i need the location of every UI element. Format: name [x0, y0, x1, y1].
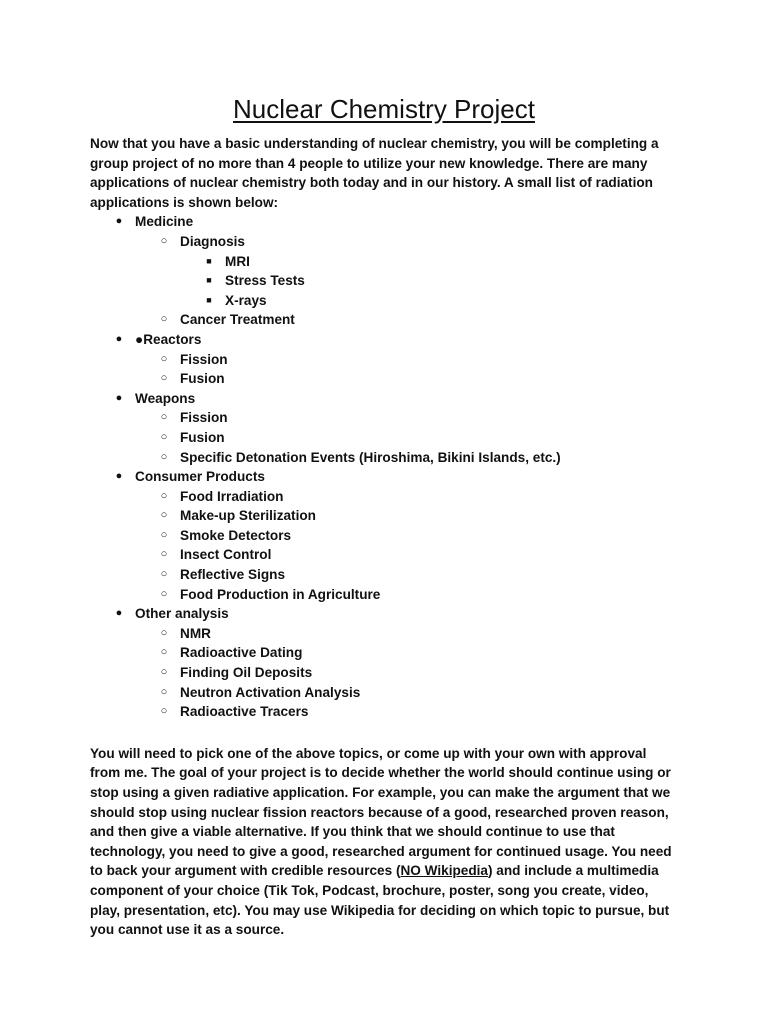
sub-list-item-label: Reflective Signs	[180, 567, 286, 583]
sub-list-item	[135, 663, 678, 683]
sub-list-item	[135, 448, 678, 468]
sub-list	[135, 232, 678, 330]
sub-sub-list	[180, 252, 678, 311]
sub-list-item	[135, 624, 678, 644]
sub-list-item	[135, 585, 678, 605]
sub-list-item-label: Fusion	[180, 429, 225, 445]
circle-bullet-icon: ○	[160, 234, 168, 247]
circle-bullet-icon: ○	[160, 646, 168, 659]
instructions-text-part1: You will need to pick one of the above topics, or come up with your own with approval from me. The goal of your project is to decide whether the world should continue using or stop using a given radiative application. For example, you can make the argument that we should stop using nuclear fission reactors because of a good, researched proven reason, and then give a viable alternative. If you think that we should continue to use that technology, you need to give a good, researched argument for continued usage. You need to back your argument with credible resources (	[90, 745, 672, 879]
circle-bullet-icon: ○	[160, 528, 168, 541]
sub-list-item-label: Food Irradiation	[180, 488, 284, 504]
sub-sub-list-item-label: X-rays	[225, 292, 267, 308]
circle-bullet-icon: ○	[160, 489, 168, 502]
circle-bullet-icon: ○	[160, 509, 168, 522]
sub-list-item-label: Smoke Detectors	[180, 527, 292, 543]
sub-list-item	[135, 428, 678, 448]
sub-list-item-label: Specific Detonation Events (Hiroshima, Bikini Islands, etc.)	[180, 449, 561, 465]
list-item	[90, 389, 678, 467]
bullet-icon: ●	[115, 607, 123, 620]
sub-list-item	[135, 526, 678, 546]
sub-list-item-label: Fusion	[180, 371, 225, 387]
sub-sub-list-item	[180, 252, 678, 272]
list-item-label: Other analysis	[135, 606, 229, 622]
sub-list-item	[135, 643, 678, 663]
sub-list-item-label: Diagnosis	[180, 233, 245, 249]
list-item	[90, 604, 678, 722]
list-item	[90, 330, 678, 389]
instructions-paragraph	[90, 744, 678, 940]
sub-list-item	[135, 565, 678, 585]
intro-paragraph: Now that you have a basic understanding of nuclear chemistry, you will be completing a group project of no more than 4 people to utilize your new knowledge. There are many applications of nuclear chemistry both today and in our history. A small list of radiation applications is shown below:	[90, 136, 659, 210]
circle-bullet-icon: ○	[160, 685, 168, 698]
square-bullet-icon: ■	[206, 255, 212, 266]
sub-list-item	[135, 683, 678, 703]
bullet-icon: ●	[115, 391, 123, 404]
sub-list-item	[135, 350, 678, 370]
circle-bullet-icon: ○	[160, 313, 168, 326]
square-bullet-icon: ■	[206, 294, 212, 305]
sub-list-item-label: Finding Oil Deposits	[180, 665, 313, 681]
circle-bullet-icon: ○	[160, 450, 168, 463]
circle-bullet-icon: ○	[160, 548, 168, 561]
sub-sub-list-item	[180, 291, 678, 311]
sub-list-item-label: Fission	[180, 410, 228, 426]
bullet-icon: ●	[115, 470, 123, 483]
sub-list-item-label: NMR	[180, 625, 211, 641]
bullet-icon: ●	[115, 332, 123, 345]
circle-bullet-icon: ○	[160, 626, 168, 639]
sub-list-item-label: Insect Control	[180, 547, 272, 563]
list-item	[90, 467, 678, 604]
sub-list-item	[135, 232, 678, 310]
sub-sub-list-item-label: Stress Tests	[225, 273, 305, 289]
circle-bullet-icon: ○	[160, 411, 168, 424]
list-item-label: Medicine	[135, 214, 194, 230]
no-wikipedia-link[interactable]: NO Wikipedia	[400, 863, 488, 879]
sub-list-item-label: Radioactive Tracers	[180, 704, 309, 720]
sub-list-item	[135, 310, 678, 330]
list-item-label: Consumer Products	[135, 469, 265, 485]
list-item-label: Weapons	[135, 390, 196, 406]
sub-list-item	[135, 506, 678, 526]
circle-bullet-icon: ○	[160, 352, 168, 365]
circle-bullet-icon: ○	[160, 666, 168, 679]
sub-list	[135, 487, 678, 605]
sub-list-item	[135, 545, 678, 565]
sub-list-item-label: Fission	[180, 351, 228, 367]
sub-list-item-label: Cancer Treatment	[180, 312, 295, 328]
sub-list	[135, 350, 678, 389]
sub-list-item-label: Food Production in Agriculture	[180, 586, 381, 602]
sub-list-item-label: Radioactive Dating	[180, 645, 303, 661]
bullet-icon: ●	[115, 215, 123, 228]
sub-list	[135, 408, 678, 467]
list-item-label: ●Reactors	[135, 331, 202, 347]
circle-bullet-icon: ○	[160, 587, 168, 600]
sub-list-item	[135, 487, 678, 507]
square-bullet-icon: ■	[206, 275, 212, 286]
applications-list	[90, 212, 678, 721]
sub-sub-list-item	[180, 271, 678, 291]
circle-bullet-icon: ○	[160, 568, 168, 581]
page-title: Nuclear Chemistry Project	[233, 94, 535, 124]
sub-list-item-label: Neutron Activation Analysis	[180, 684, 361, 700]
sub-list-item	[135, 702, 678, 722]
sub-list-item-label: Make-up Sterilization	[180, 508, 316, 524]
instructions-text-part2: ) and include a multimedia component of your choice (Tik Tok, Podcast, brochure, poster, song you create, video, play, presentation, etc). You may use Wikipedia for deciding on which topic to pursue, but you cannot use it as a source.	[90, 863, 670, 938]
sub-list-item	[135, 408, 678, 428]
sub-list-item	[135, 369, 678, 389]
list-item	[90, 212, 678, 330]
circle-bullet-icon: ○	[160, 705, 168, 718]
circle-bullet-icon: ○	[160, 372, 168, 385]
sub-sub-list-item-label: MRI	[225, 253, 250, 269]
sub-list	[135, 624, 678, 722]
circle-bullet-icon: ○	[160, 430, 168, 443]
